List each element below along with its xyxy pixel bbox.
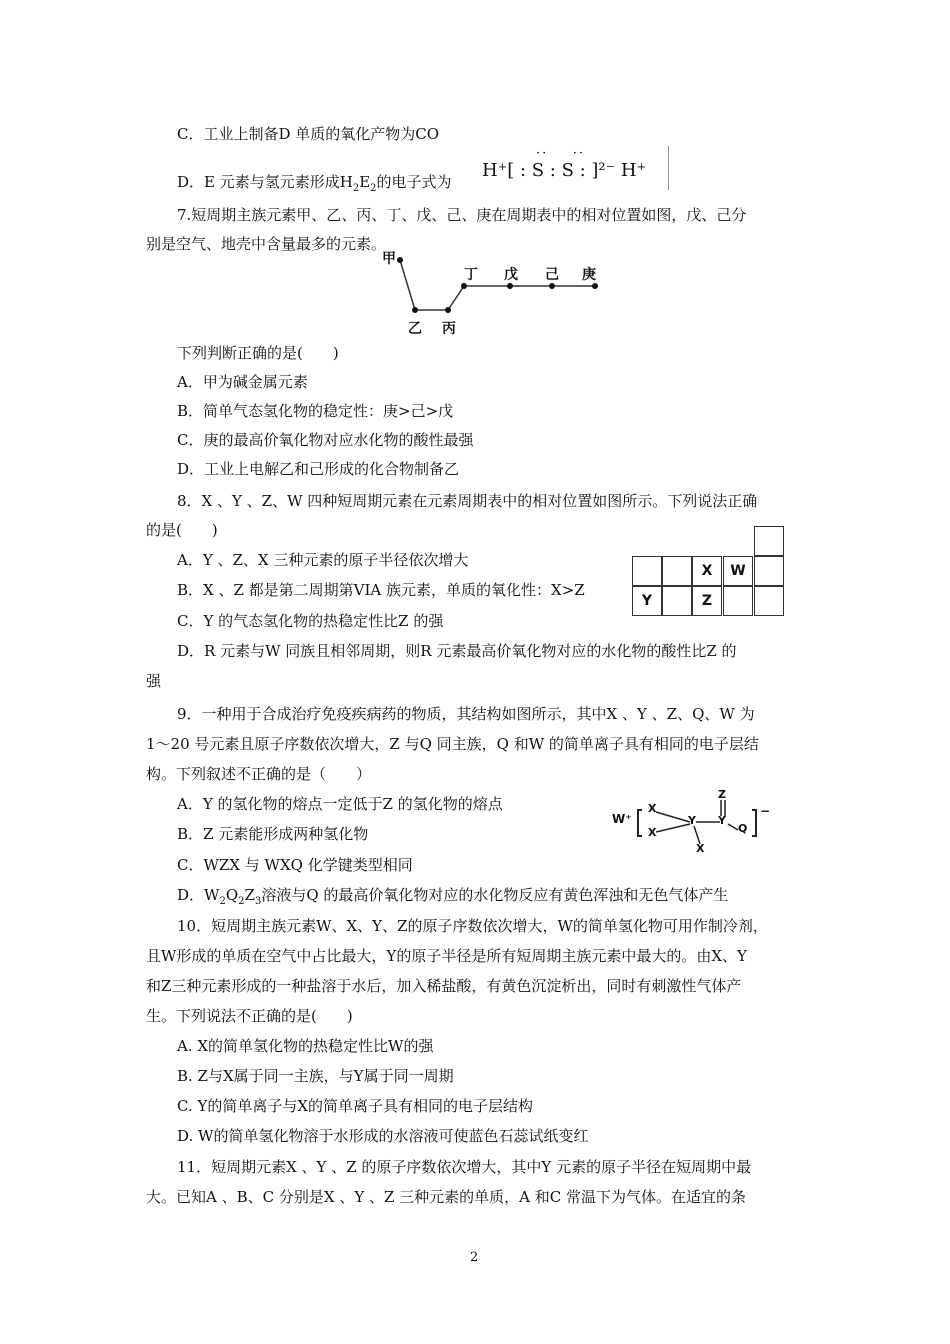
q8-option-d: D．R 元素与W 同族且相邻周期，则R 元素最高价氧化物对应的水化物的酸性比Z 的 (177, 642, 737, 660)
q9-stem-line2: 1～20 号元素且原子序数依次增大，Z 与Q 同主族，Q 和W 的简单离子具有相同的电子层结 (146, 735, 759, 753)
q9-option-c: C．WZX 与 WXQ 化学键类型相同 (177, 856, 413, 874)
page-number: 2 (470, 1250, 479, 1265)
q10-option-b: B. Z与X属于同一主族，与Y属于同一周期 (177, 1067, 454, 1085)
label-jia: 甲 (382, 251, 396, 267)
lewis-structure-figure (478, 146, 669, 190)
q8-option-b: B．X 、Z 都是第二周期第VIA 族元素，单质的氧化性：X>Z (177, 581, 585, 599)
label-yi: 乙 (408, 321, 422, 337)
q9-option-d: D．$W_2Q_2Z_3$溶液与Q 的最高价氧化物对应的水化物反应有黄色浑浊和无色气体产生 (177, 886, 729, 907)
q11-stem-line2: 大。已知A 、B、C 分别是X 、Y 、Z 三种元素的单质，A 和C 常温下为气体。在适宜的条 (146, 1188, 747, 1206)
label-bing: 丙 (442, 321, 456, 337)
q7-option-c: C．庚的最高价氧化物对应水化物的酸性最强 (177, 431, 474, 449)
q7-stem-line1: 7.短周期主族元素甲、乙、丙、丁、戊、己、庚在周期表中的相对位置如图，戊、己分 (177, 206, 747, 224)
grid-cell-z: Z (692, 586, 722, 616)
struct-charge: − (760, 804, 771, 818)
q8-stem-line1: 8．X 、Y 、Z、W 四种短周期元素在元素周期表中的相对位置如图所示。下列说法正确 (177, 492, 758, 510)
q7-periodic-position-figure (380, 248, 605, 340)
grid-cell (754, 586, 784, 616)
q9-option-a: A．Y 的氢化物的熔点一定低于Z 的氢化物的熔点 (177, 795, 503, 813)
grid-cell-w: W (723, 556, 753, 586)
q11-stem-line1: 11．短周期元素X 、Y 、Z 的原子序数依次增大，其中Y 元素的原子半径在短周期中最 (177, 1158, 752, 1176)
q7-question: 下列判断正确的是( ) (177, 344, 339, 362)
struct-x2: X (648, 826, 657, 839)
node-jia (397, 257, 403, 263)
lewis-formula: H⁺[ : S : S : ]²⁻ H⁺ (482, 160, 647, 181)
q6-option-d: D．E 元素与氢元素形成$H_2E_2$的电子式为 (177, 173, 452, 194)
q7-option-a: A．甲为碱金属元素 (177, 373, 308, 391)
q10-stem-line4: 生。下列说法不正确的是( ) (146, 1007, 353, 1025)
label-geng: 庚 (582, 267, 596, 283)
q8-option-c: C．Y 的气态氢化物的热稳定性比Z 的强 (177, 612, 444, 630)
label-ding: 丁 (464, 267, 478, 283)
lewis-dots: ·· ·· (536, 146, 586, 161)
q10-option-d: D. W的简单氢化物溶于水形成的水溶液可使蓝色石蕊试纸变红 (177, 1127, 589, 1145)
label-wu: 戊 (504, 267, 518, 283)
grid-cell (662, 586, 692, 616)
q7-option-b: B．简单气态氢化物的稳定性：庚>己>戊 (177, 402, 454, 420)
grid-cell (754, 556, 784, 586)
node-bing (445, 307, 451, 313)
label-ji: 己 (545, 267, 559, 283)
q8-stem-line2: 的是( ) (146, 521, 218, 539)
node-yi (412, 307, 418, 313)
q8-option-d-cont: 强 (146, 672, 162, 690)
q7-stem-line2: 别是空气、地壳中含量最多的元素。 (146, 235, 387, 253)
struct-x1: X (648, 802, 657, 815)
q6-option-c: C．工业上制备D 单质的氧化产物为CO (177, 125, 440, 143)
q9-option-b: B．Z 元素能形成两种氢化物 (177, 825, 369, 843)
struct-y1: Y (688, 814, 696, 827)
grid-cell-x: X (692, 556, 722, 586)
struct-z: Z (718, 788, 726, 801)
q9-structure-figure (612, 788, 782, 855)
q8-option-a: A．Y 、Z、X 三种元素的原子半径依次增大 (177, 551, 469, 569)
q10-option-c: C. Y的简单离子与X的简单离子具有相同的电子层结构 (177, 1097, 534, 1115)
grid-cell (662, 556, 692, 586)
q10-stem-line1: 10．短周期主族元素W、X、Y、Z的原子序数依次增大，W的简单氢化物可用作制冷剂， (177, 917, 768, 935)
grid-cell-y: Y (632, 586, 662, 616)
q10-option-a: A. X的简单氢化物的热稳定性比W的强 (177, 1037, 434, 1055)
struct-x3: X (696, 842, 705, 855)
q9-stem-line3: 构。下列叙述不正确的是（ ） (146, 765, 372, 783)
struct-q: Q (738, 822, 748, 835)
grid-cell (632, 556, 662, 586)
struct-w: W⁺ (612, 812, 632, 826)
q9-stem-line1: 9．一种用于合成治疗免疫疾病药的物质，其结构如图所示，其中X 、Y 、Z、Q、W 为 (177, 705, 755, 723)
q10-stem-line2: 且W形成的单质在空气中占比最大，Y的原子半径是所有短周期主族元素中最大的。由X、Y (146, 947, 747, 965)
struct-y2: Y (718, 814, 726, 827)
q7-option-d: D．工业上电解乙和己形成的化合物制备乙 (177, 460, 460, 478)
q10-stem-line3: 和Z三种元素形成的一种盐溶于水后，加入稀盐酸，有黄色沉淀析出，同时有刺激性气体产 (146, 977, 742, 995)
grid-cell-top (754, 526, 784, 556)
grid-cell (723, 586, 753, 616)
